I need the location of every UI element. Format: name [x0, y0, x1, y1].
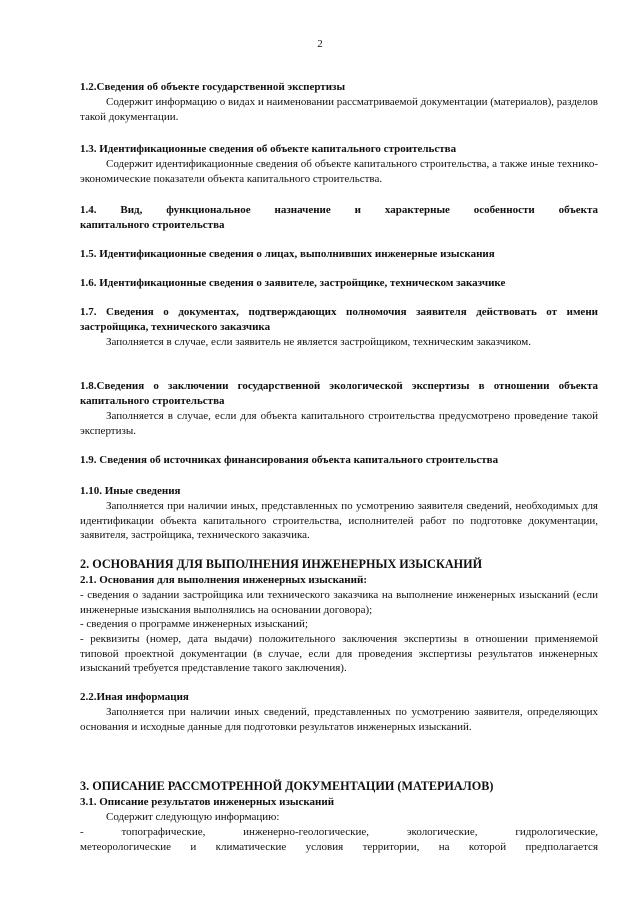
- heading-1-4-line1: 1.4. Вид, функциональное назначение и характерные особенности объекта: [80, 204, 598, 216]
- heading-1-6: 1.6. Идентификационные сведения о заявителе, застройщике, техническом заказчике: [80, 277, 506, 289]
- list-item: - сведения о программе инженерных изысканий;: [80, 618, 308, 630]
- heading-1-5: 1.5. Идентификационные сведения о лицах, выполнивших инженерные изыскания: [80, 248, 495, 260]
- heading-1-10: 1.10. Иные сведения: [80, 485, 181, 497]
- list-item: - топографические, инженерно-геологические, экологические, гидрологические,: [80, 826, 598, 838]
- paragraph-2-2: Заполняется при наличии иных сведений, представленных по усмотрению заявителя, определяющих основания и исходные данные для подготовки результатов инженерных изысканий.: [80, 706, 598, 733]
- page-number: 2: [317, 38, 323, 50]
- heading-1-3: 1.3. Идентификационные сведения об объекте капитального строительства: [80, 143, 457, 155]
- paragraph-1-8: Заполняется в случае, если для объекта капитального строительства предусмотрено проведение такой экспертизы.: [80, 410, 598, 437]
- paragraph-1-10: Заполняется при наличии иных, представленных по усмотрению заявителя сведений, необходимых для идентификации объекта капитального строительства, исполнителей работ по подготовке документации, заявителя, застройщика, технического заказчика.: [80, 500, 598, 542]
- section-3-title: 3. ОПИСАНИЕ РАССМОТРЕННОЙ ДОКУМЕНТАЦИИ (МАТЕРИАЛОВ): [80, 779, 494, 793]
- heading-1-2: 1.2.Сведения об объекте государственной экспертизы: [80, 81, 346, 93]
- heading-1-4-line2: капитального строительства: [80, 219, 225, 231]
- paragraph-1-2: Содержит информацию о видах и наименовании рассматриваемой документации (материалов), разделов такой документации.: [80, 96, 598, 123]
- paragraph-3-1-intro: Содержит следующую информацию:: [106, 811, 280, 823]
- heading-2-1: 2.1. Основания для выполнения инженерных изысканий:: [80, 574, 367, 586]
- paragraph-1-7: Заполняется в случае, если заявитель не является застройщиком, техническим заказчиком.: [106, 336, 532, 348]
- list-item: - сведения о задании застройщика или технического заказчика на выполнение инженерных изысканий (если инженерные изыскания выполнялись на основании договора);: [80, 589, 598, 616]
- heading-1-8: 1.8.Сведения о заключении государственной экологической экспертизы в отношении объекта капитального строительства: [80, 380, 598, 407]
- section-2-title: 2. ОСНОВАНИЯ ДЛЯ ВЫПОЛНЕНИЯ ИНЖЕНЕРНЫХ ИЗЫСКАНИЙ: [80, 557, 483, 571]
- heading-1-9: 1.9. Сведения об источниках финансирования объекта капитального строительства: [80, 454, 499, 466]
- paragraph-1-3: Содержит идентификационные сведения об объекте капитального строительства, а также иные технико-экономические показатели объекта капитального строительства.: [80, 158, 598, 185]
- list-item: метеорологические и климатические условия территории, на которой предполагается: [80, 841, 598, 853]
- heading-1-7: 1.7. Сведения о документах, подтверждающих полномочия заявителя действовать от имени застройщика, технического заказчика: [80, 306, 598, 333]
- heading-2-2: 2.2.Иная информация: [80, 691, 189, 703]
- list-item: - реквизиты (номер, дата выдачи) положительного заключения экспертизы в отношении применяемой типовой проектной документации (в случае, если для проведения экспертизы результатов инженерных изысканий требуется представление такого заключения).: [80, 633, 598, 675]
- heading-3-1: 3.1. Описание результатов инженерных изысканий: [80, 796, 335, 808]
